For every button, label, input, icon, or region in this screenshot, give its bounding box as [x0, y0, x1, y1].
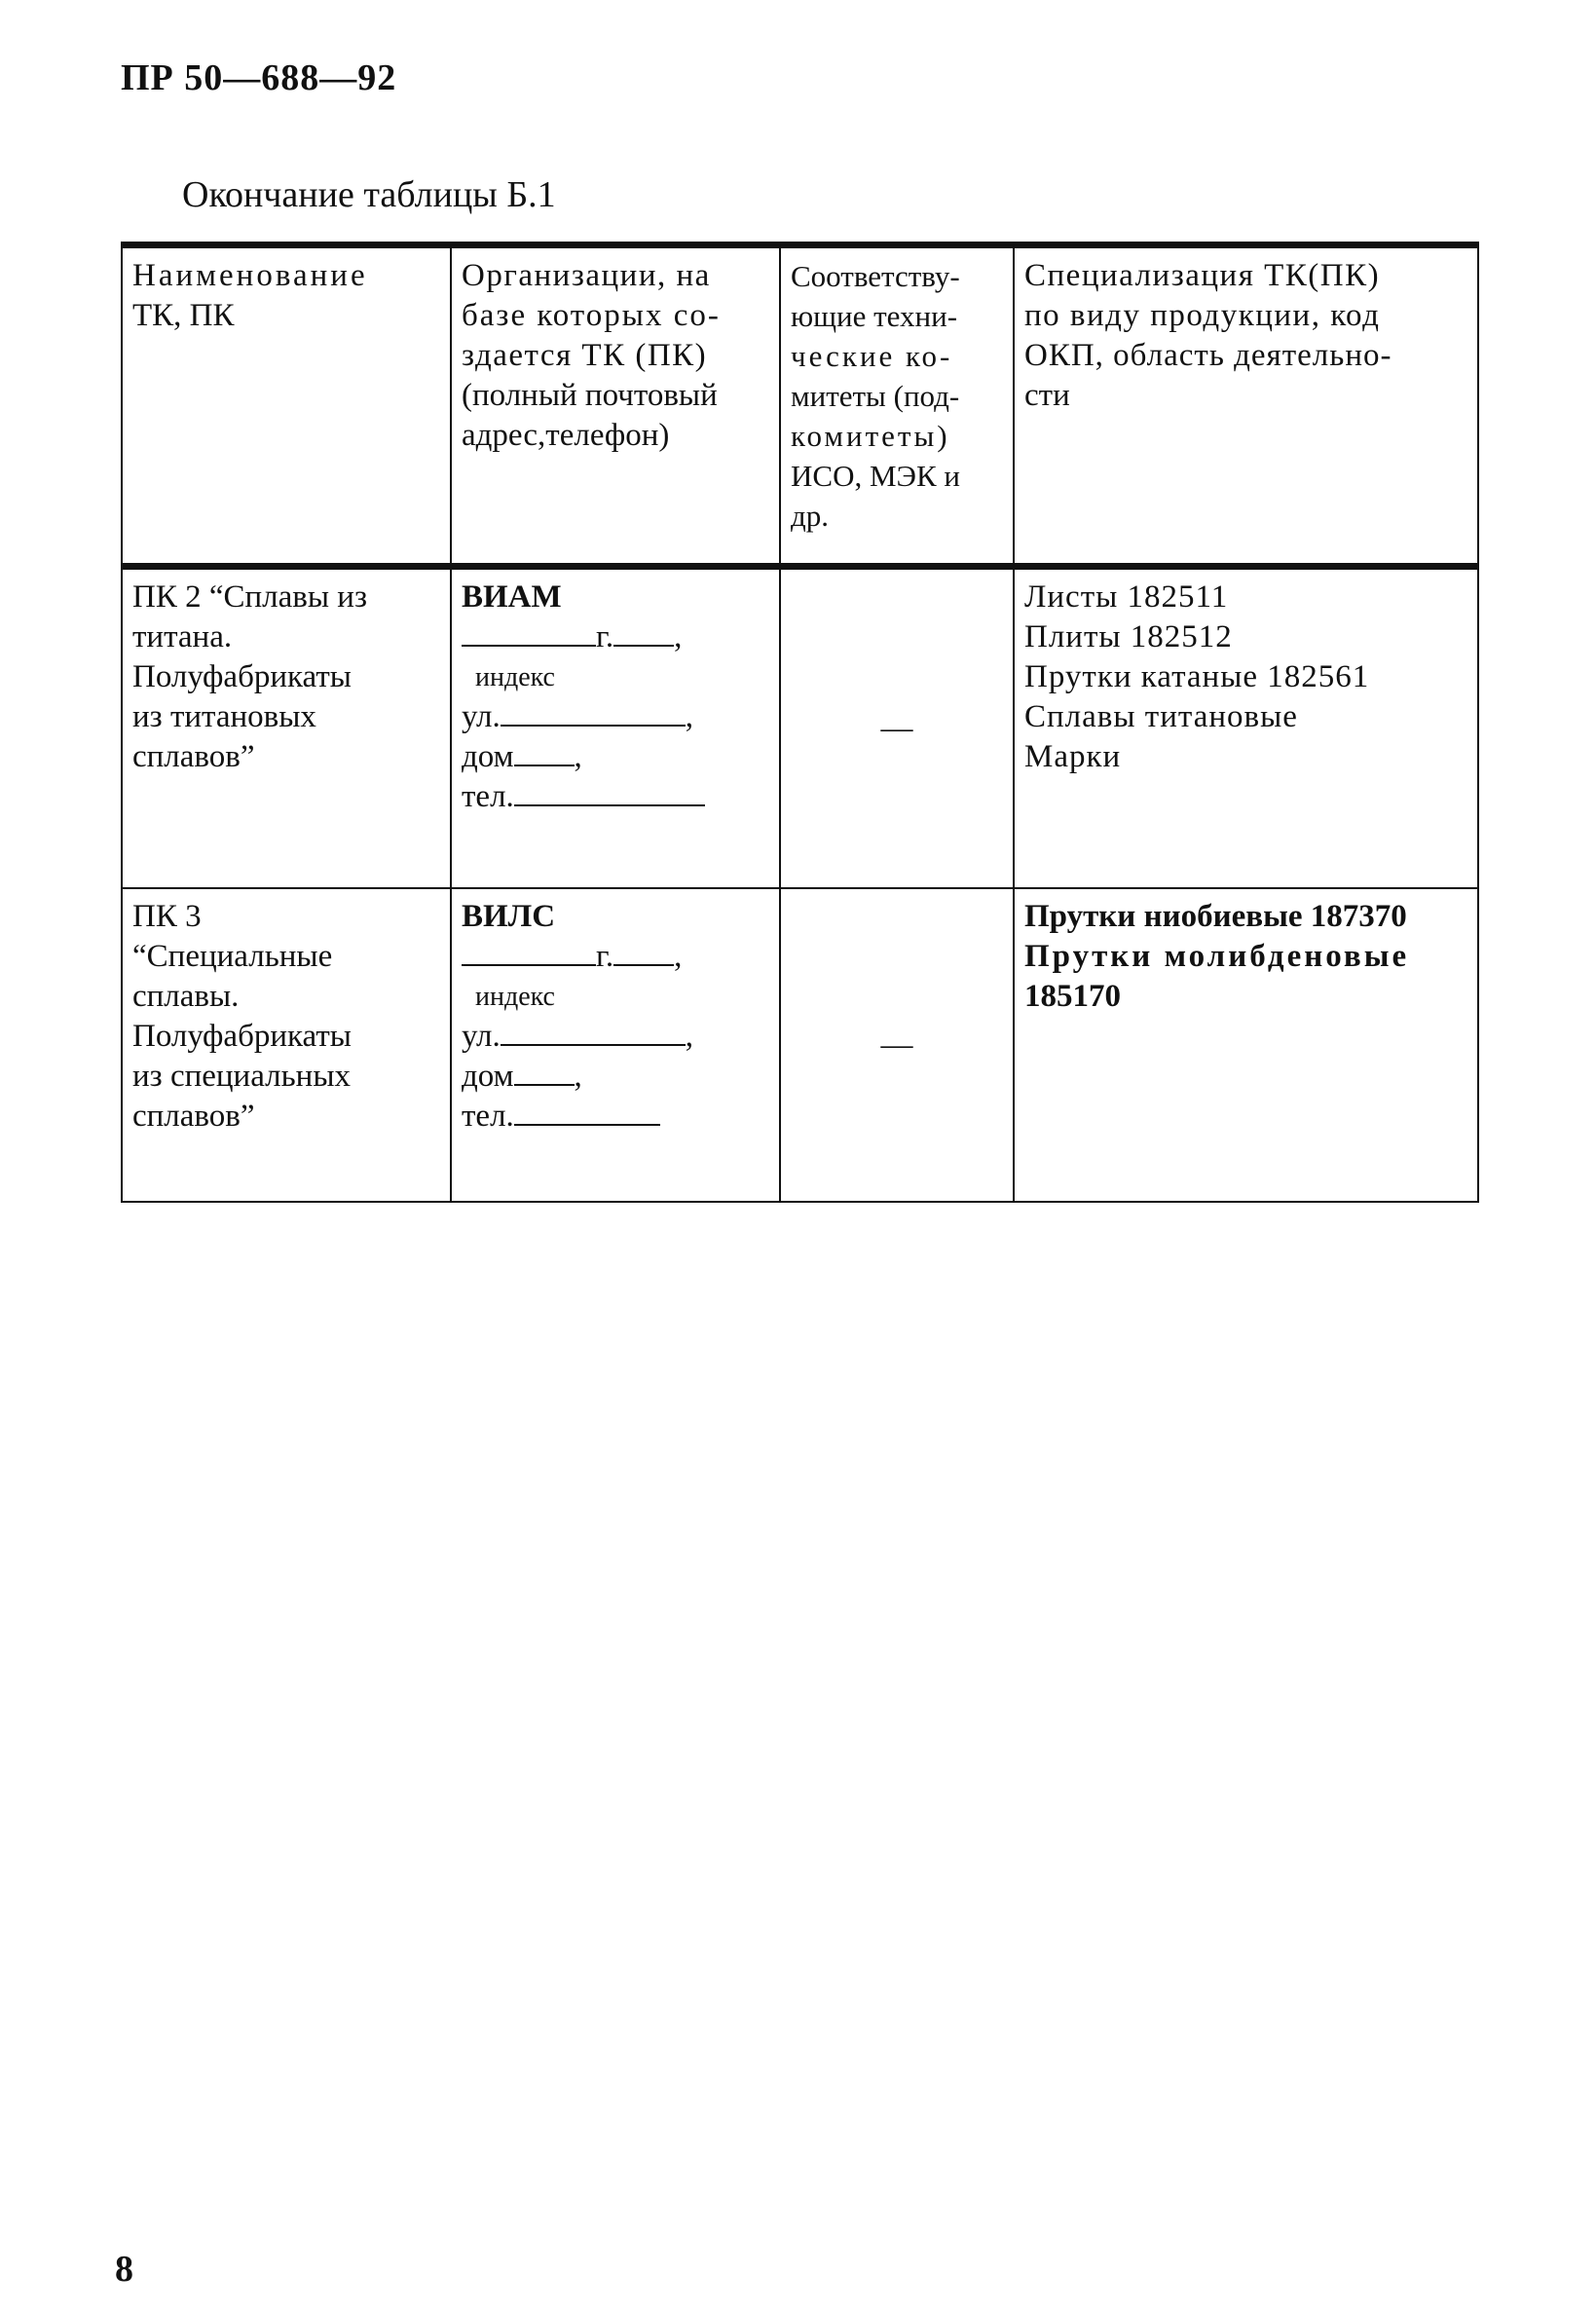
committees-table [121, 242, 1479, 1203]
document-code: ПР 50—688—92 [121, 57, 397, 98]
table-row [122, 888, 1478, 1202]
header-name: Наименование ТК, ПК [122, 245, 451, 567]
committee-cell: — [780, 567, 1014, 889]
organization-name: ВИЛС [462, 899, 556, 934]
header-organizations: Организации, на базе которых со- здается ТК (ПК) (полный почтовый адрес,телефон) [451, 245, 780, 567]
specialization-cell: Листы 182511 Плиты 182512 Прутки катаные 182561 Сплавы титановые Марки [1014, 567, 1478, 889]
committee-cell: — [780, 888, 1014, 1202]
table-header-row [122, 245, 1478, 567]
organization-address: ВИАМ г. , индекс ул. , дом , тел. [451, 567, 780, 889]
page-number: 8 [115, 2249, 133, 2290]
specialization-cell: Прутки ниобиевые 187370 Прутки молибденовые 185170 [1014, 888, 1478, 1202]
subcommittee-name: ПК 2 “Сплавы из титана. Полуфабрикаты из титановых сплавов” [122, 567, 451, 889]
header-committees: Соответству- ющие техни- ческие ко- митеты (под- комитеты) ИСО, МЭК и др. [780, 245, 1014, 567]
subcommittee-name: ПК 3 “Специальные сплавы. Полуфабрикаты из специальных сплавов” [122, 888, 451, 1202]
header-specialization: Специализация ТК(ПК) по виду продукции, код ОКП, область деятельно- сти [1014, 245, 1478, 567]
organization-name: ВИАМ [462, 579, 562, 615]
table-row [122, 567, 1478, 889]
organization-address: ВИЛС г. , индекс ул. , дом , тел. [451, 888, 780, 1202]
table-caption: Окончание таблицы Б.1 [182, 174, 556, 215]
